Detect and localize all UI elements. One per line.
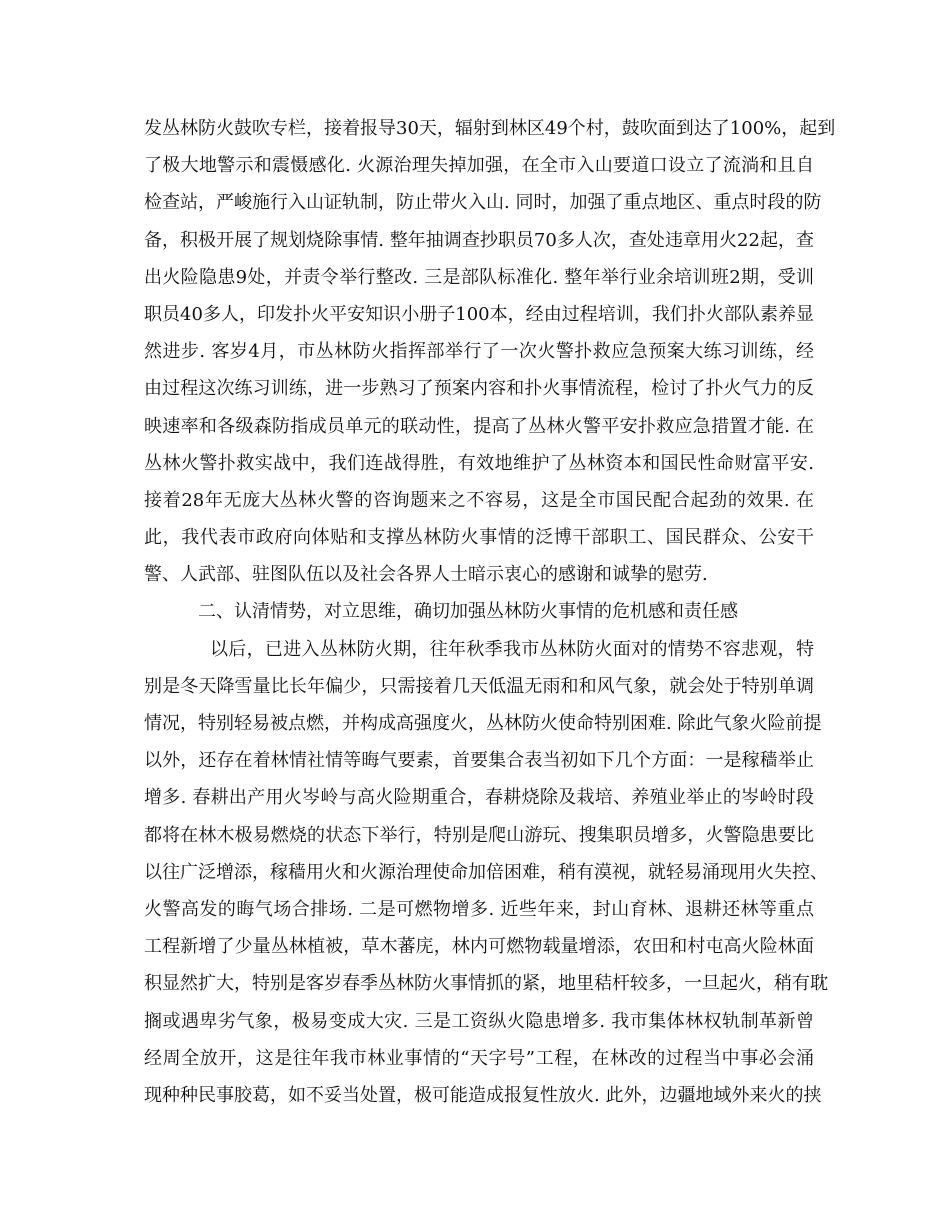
body-text bbox=[144, 110, 836, 1114]
paragraph-end-line: 警、人武部、驻图队伍以及社会各界人士暗示衷心的感谢和诚挚的慰劳. bbox=[144, 564, 708, 586]
text-line: 以外，还存在着林情社情等晦气要素，首要集合表当初如下几个方面：一是稼穑举止 bbox=[144, 750, 814, 772]
section-heading: 二、认清情势，对立思维，确切加强丛林防火事情的危机感和责任感 bbox=[198, 601, 738, 623]
text-line: 职员40多人，印发扑火平安知识小册子100本，经由过程培训，我们扑火部队素养显 bbox=[144, 303, 814, 325]
text-line: 此，我代表市政府向体贴和支撑丛林防火事情的泛博干部职工、国民群众、公安干 bbox=[144, 527, 814, 549]
text-line: 由过程这次练习训练，进一步熟习了预案内容和扑火事情流程，检讨了扑火气力的反 bbox=[144, 378, 814, 400]
text-line: 工程新增了少量丛林植被，草木蕃庑，林内可燃物载量增添，农田和村屯高火险林面 bbox=[144, 936, 814, 958]
text-line: 以往广泛增添，稼穑用火和火源治理使命加倍困难，稍有漠视，就轻易涌现用火失控、 bbox=[144, 861, 828, 883]
text-line: 都将在林木极易燃烧的状态下举行，特别是爬山游玩、搜集职员增多，火警隐患要比 bbox=[144, 824, 814, 846]
text-line: 情况，特别轻易被点燃，并构成高强度火，丛林防火使命特别困难. 除此气象火险前提 bbox=[144, 713, 822, 734]
text-line: 映速率和各级森防指成员单元的联动性，提高了丛林火警平安扑救应急措置才能. 在 bbox=[144, 415, 814, 437]
text-line: 发丛林防火鼓吹专栏，接着报导30天，辐射到林区49个村，鼓吹面到达了100%，起到 bbox=[144, 118, 836, 139]
text-line: 经周全放开，这是往年我市林业事情的“天字号”工程，在林改的过程当中事必会涌 bbox=[144, 1047, 814, 1069]
text-line: 了极大地警示和震慑感化. 火源治理失掉加强，在全市入山要道口设立了流淌和且自 bbox=[144, 155, 814, 177]
text-line: 别是冬天降雪量比长年偏少，只需接着几天低温无雨和和风气象，就会处于特别单调 bbox=[144, 675, 814, 697]
text-line: 检查站，严峻施行入山证轨制，防止带火入山. 同时，加强了重点地区、重点时段的防 bbox=[144, 192, 822, 214]
text-line: 丛林火警扑救实战中，我们连战得胜，有效地维护了丛林资本和国民性命财富平安. bbox=[144, 452, 814, 474]
text-line: 出火险隐患9处，并责令举行整改. 三是部队标准化. 整年举行业余培训班2期，受训 bbox=[144, 266, 814, 288]
text-line: 火警高发的晦气场合排场. 二是可燃物增多. 近些年来，封山育林、退耕还林等重点 bbox=[144, 898, 814, 920]
text-line: 积显然扩大，特别是客岁春季丛林防火事情抓的紧，地里秸杆较多，一旦起火，稍有耽 bbox=[144, 973, 828, 995]
text-line: 然进步. 客岁4月，市丛林防火指挥部举行了一次火警扑救应急预案大练习训练，经 bbox=[144, 341, 814, 363]
paragraph-first-line: 以后，已进入丛林防火期，往年秋季我市丛林防火面对的情势不容悲观，特 bbox=[210, 638, 814, 660]
text-line: 搁或遇卑劣气象，极易变成大灾. 三是工资纵火隐患增多. 我市集体林权轨制革新曾 bbox=[144, 1010, 814, 1032]
text-line: 接着28年无庞大丛林火警的咨询题来之不容易，这是全市国民配合起劲的效果. 在 bbox=[144, 489, 814, 511]
text-line: 增多. 春耕出产用火岑岭与高火险期重合，春耕烧除及栽培、养殖业举止的岑岭时段 bbox=[144, 787, 814, 809]
text-line: 现种种民事胶葛，如不妥当处置，极可能造成报复性放火. 此外，边疆地域外来火的挟 bbox=[144, 1084, 822, 1106]
text-line: 备，积极开展了规划烧除事情. 整年抽调查抄职员70多人次，查处违章用火22起，查 bbox=[144, 229, 814, 251]
